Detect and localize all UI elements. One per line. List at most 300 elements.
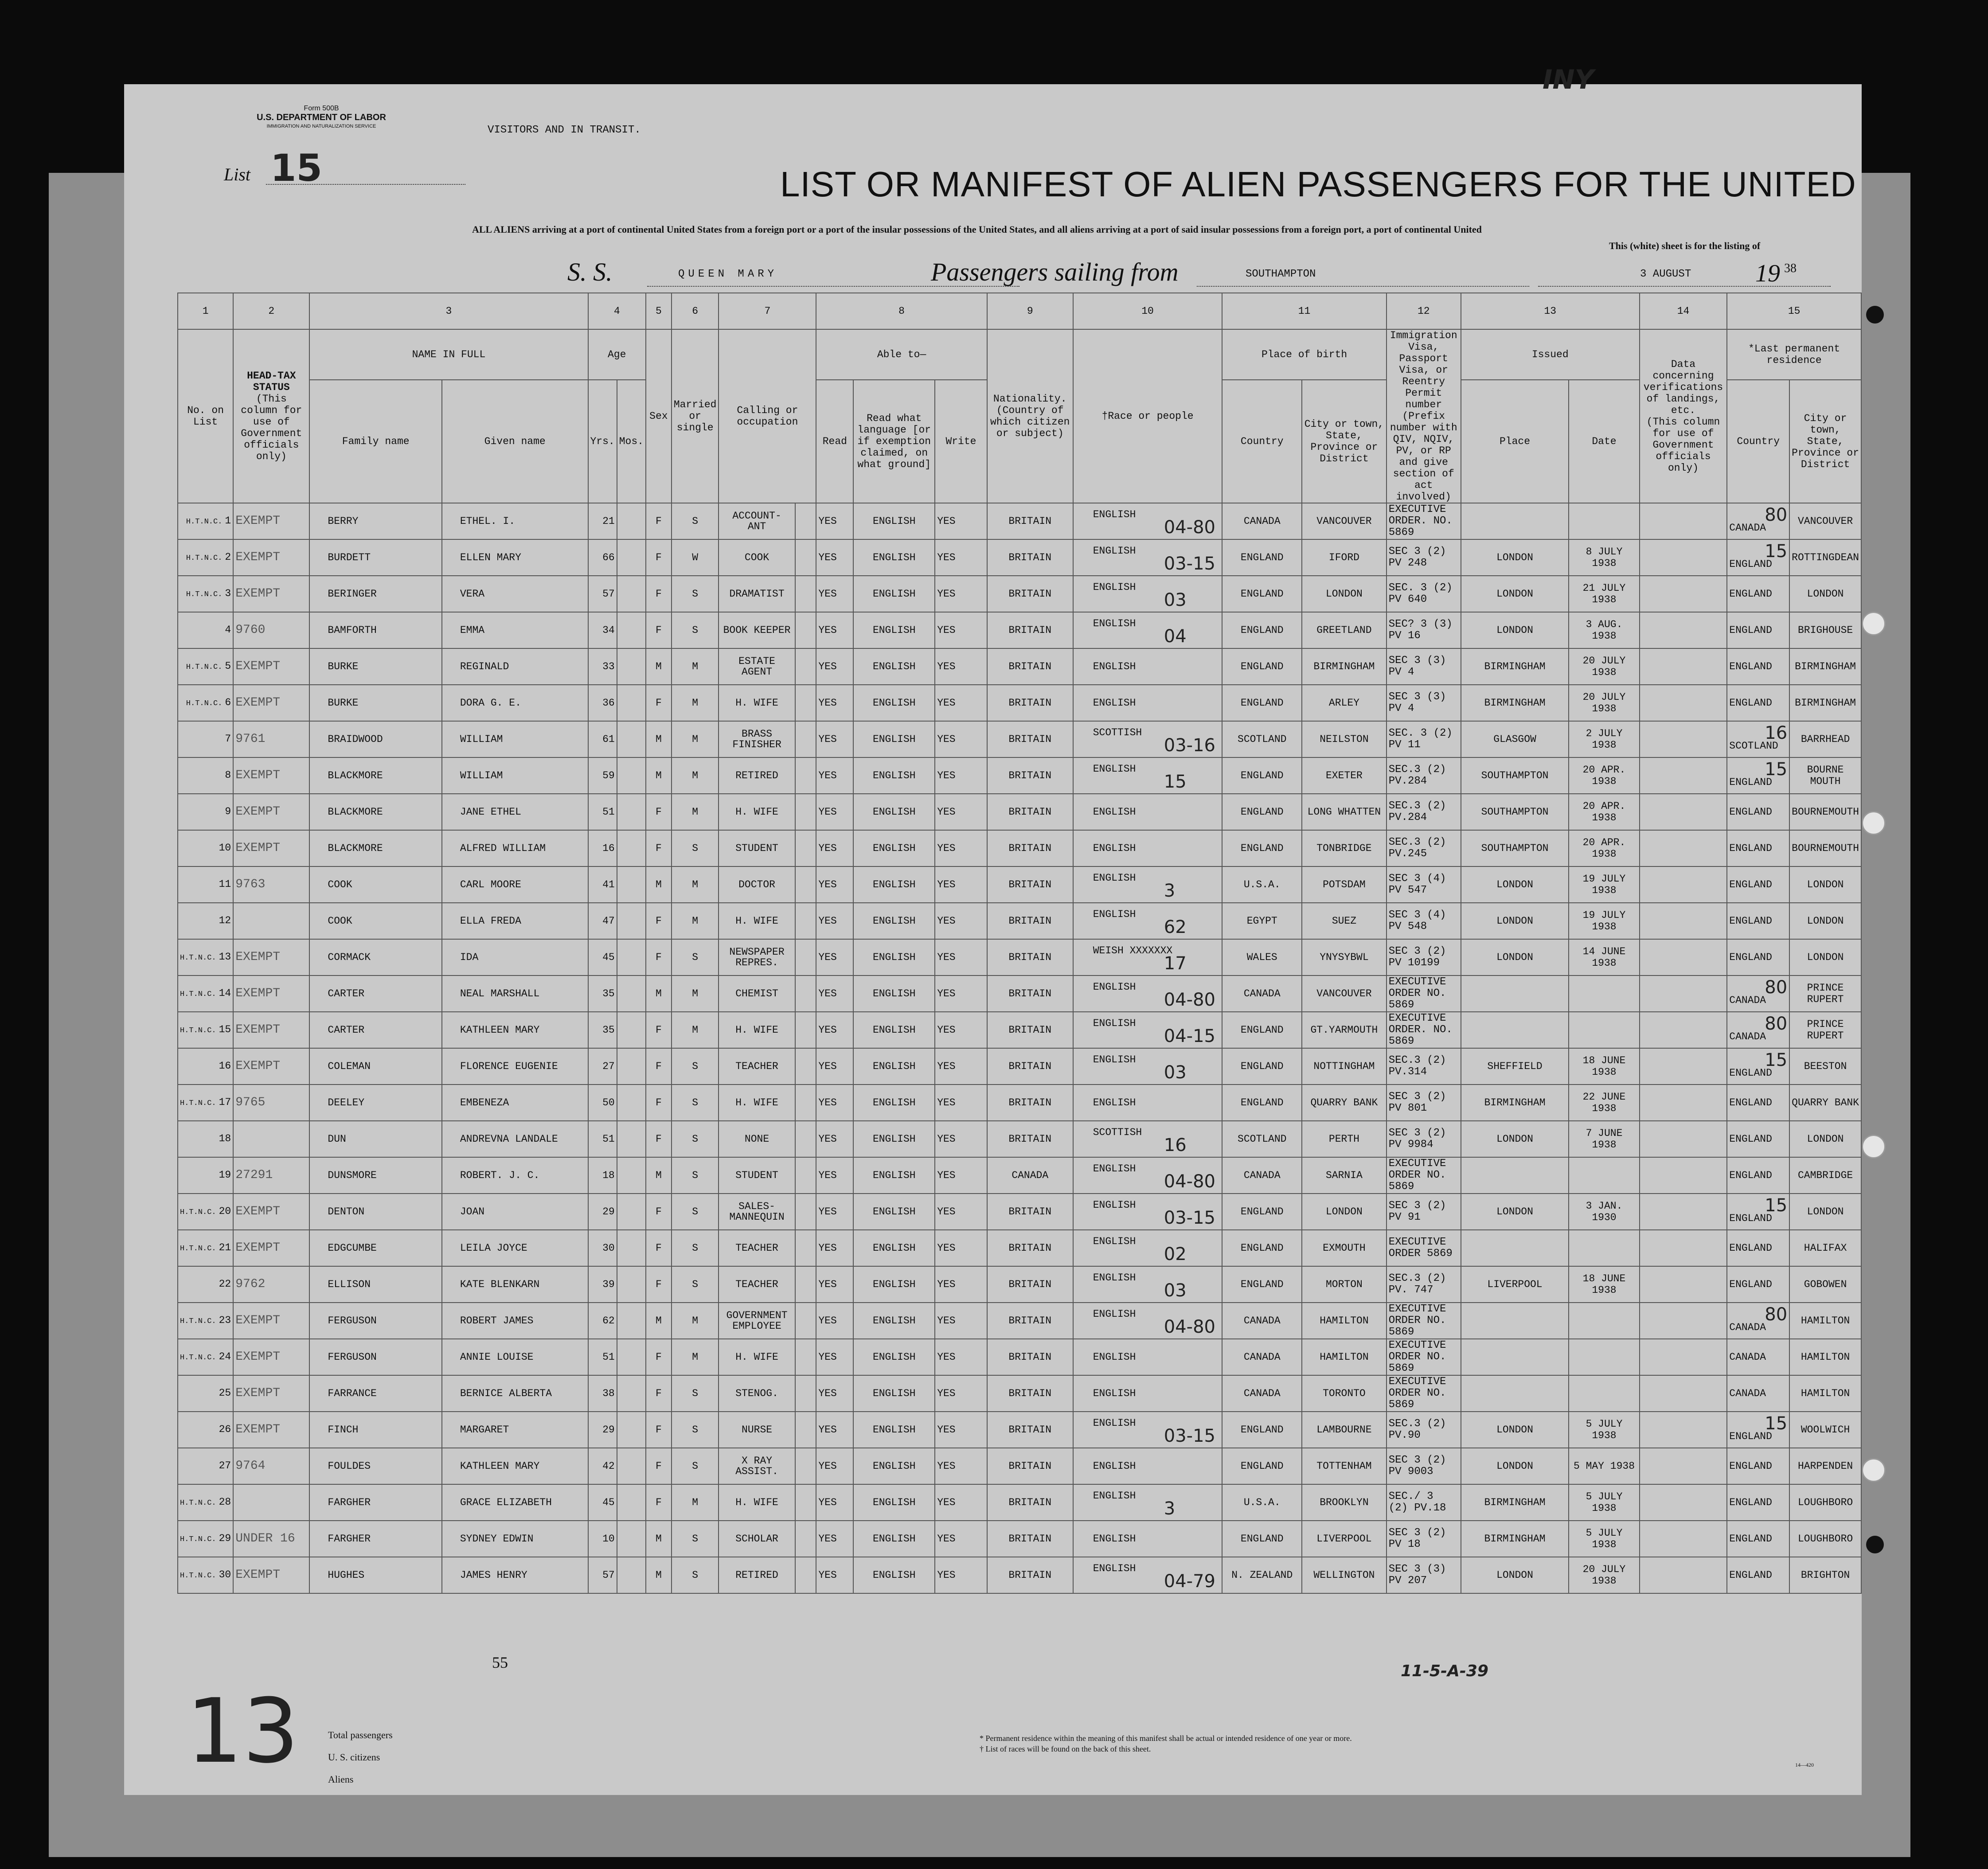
- row-number-cell: [178, 1339, 233, 1375]
- page-title: LIST OR MANIFEST OF ALIEN PASSENGERS FOR THE UNITED: [780, 164, 1856, 204]
- age-months: [617, 539, 646, 576]
- row-number: 24: [219, 1350, 231, 1362]
- col-number: 12: [1387, 293, 1461, 329]
- can-read: YES: [816, 1266, 853, 1303]
- row-number: 17: [219, 1096, 231, 1108]
- can-read: YES: [816, 1048, 853, 1085]
- given-name: ELLEN MARY: [442, 539, 588, 576]
- marital-status: M: [672, 794, 719, 830]
- race: ENGLISH: [1093, 545, 1136, 557]
- nationality: BRITAIN: [987, 866, 1073, 903]
- row-number-cell: [178, 1412, 233, 1448]
- issued-date: 5 JULY 1938: [1569, 1412, 1639, 1448]
- header-verif-title: Data concerning verifications of landings, etc.: [1643, 359, 1723, 416]
- nationality: BRITAIN: [987, 794, 1073, 830]
- issued-date: 5 JULY 1938: [1569, 1521, 1639, 1557]
- verification-data: [1640, 1157, 1727, 1194]
- header-issued-date: Date: [1569, 380, 1639, 503]
- residence-country-cell: [1727, 903, 1789, 939]
- age-months: [617, 1194, 646, 1230]
- family-name: BLACKMORE: [309, 830, 441, 866]
- handwritten-code: 3: [1164, 1498, 1176, 1519]
- head-tax-status: EXEMPT: [233, 1048, 309, 1085]
- nationality: BRITAIN: [987, 612, 1073, 648]
- row-number: 15: [219, 1023, 231, 1035]
- can-write: YES: [935, 1194, 987, 1230]
- verification-data: [1640, 1375, 1727, 1412]
- nationality: BRITAIN: [987, 757, 1073, 794]
- verification-data: [1640, 975, 1727, 1012]
- header-issued: Issued: [1461, 329, 1640, 380]
- residence-country: ENGLAND: [1729, 661, 1772, 672]
- row-mark: H.T.N.C.: [180, 1317, 216, 1326]
- table-row: [178, 903, 1861, 939]
- birth-city: BROOKLYN: [1302, 1484, 1387, 1521]
- issued-date: 20 APR. 1938: [1569, 794, 1639, 830]
- race: ENGLISH: [1093, 843, 1136, 854]
- age-years: 33: [588, 648, 617, 685]
- family-name: HUGHES: [309, 1557, 441, 1593]
- row-number: 4: [225, 624, 231, 636]
- residence-country-cell: [1727, 1157, 1789, 1194]
- occupation-aux: [795, 1339, 816, 1375]
- header-read: Read: [816, 380, 853, 503]
- race-cell: [1073, 830, 1222, 866]
- can-write: YES: [935, 1412, 987, 1448]
- header-headtax-title: HEAD-TAX STATUS: [247, 370, 296, 393]
- sex: F: [646, 903, 672, 939]
- occupation: NEWSPAPER REPRES.: [719, 939, 795, 975]
- race: WEISH XXXXXXX: [1093, 945, 1173, 956]
- sex: F: [646, 1121, 672, 1157]
- verification-data: [1640, 1230, 1727, 1266]
- head-tax-status: EXEMPT: [233, 757, 309, 794]
- race: ENGLISH: [1093, 618, 1136, 629]
- can-read: YES: [816, 1085, 853, 1121]
- birth-city: NOTTINGHAM: [1302, 1048, 1387, 1085]
- age-months: [617, 1557, 646, 1593]
- family-name: DENTON: [309, 1194, 441, 1230]
- age-months: [617, 903, 646, 939]
- residence-city: VANCOUVER: [1789, 503, 1861, 539]
- birth-country: ENGLAND: [1222, 612, 1302, 648]
- birth-country: N. ZEALAND: [1222, 1557, 1302, 1593]
- age-months: [617, 1375, 646, 1412]
- can-write: YES: [935, 1375, 987, 1412]
- issued-place: BIRMINGHAM: [1461, 1521, 1569, 1557]
- verification-data: [1640, 539, 1727, 576]
- marital-status: S: [672, 1448, 719, 1484]
- row-number: 27: [219, 1459, 231, 1471]
- residence-country-cell: [1727, 866, 1789, 903]
- column-number-row: [178, 293, 1861, 329]
- header-read-language: Read what language [or if exemption claimed, on what ground]: [853, 380, 935, 503]
- head-tax-status: EXEMPT: [233, 1303, 309, 1339]
- row-number-cell: [178, 1266, 233, 1303]
- nationality: BRITAIN: [987, 1048, 1073, 1085]
- sex: F: [646, 1375, 672, 1412]
- row-number-cell: [178, 1521, 233, 1557]
- birth-city: LONDON: [1302, 576, 1387, 612]
- row-mark: H.T.N.C.: [180, 1498, 216, 1507]
- occupation: X RAY ASSIST.: [719, 1448, 795, 1484]
- issued-place: BIRMINGHAM: [1461, 1085, 1569, 1121]
- port-underline: [1197, 286, 1529, 287]
- row-mark: H.T.N.C.: [186, 590, 223, 599]
- residence-country: ENGLAND: [1729, 624, 1772, 636]
- occupation-aux: [795, 1521, 816, 1557]
- family-name: BURKE: [309, 685, 441, 721]
- birth-city: TONBRIDGE: [1302, 830, 1387, 866]
- visa-number: EXECUTIVE ORDER NO. 5869: [1387, 1303, 1461, 1339]
- can-read: YES: [816, 1448, 853, 1484]
- header-headtax-note: (This column for use of Government officials only): [241, 393, 302, 462]
- table-row: [178, 1230, 1861, 1266]
- col-number: 6: [672, 293, 719, 329]
- form-code: 14—420: [1795, 1762, 1814, 1768]
- header-verif-note: (This column for use of Government officials only): [1646, 416, 1720, 474]
- handwritten-code: 04-79: [1164, 1571, 1215, 1592]
- can-read: YES: [816, 721, 853, 757]
- residence-city: LONDON: [1789, 1194, 1861, 1230]
- race: ENGLISH: [1093, 1460, 1136, 1472]
- table-row: [178, 612, 1861, 648]
- given-name: LEILA JOYCE: [442, 1230, 588, 1266]
- issued-date: [1569, 975, 1639, 1012]
- visa-number: SEC 3 (2) PV 9003: [1387, 1448, 1461, 1484]
- residence-country-cell: [1727, 1339, 1789, 1375]
- occupation-aux: [795, 648, 816, 685]
- residence-city: BRIGHTON: [1789, 1557, 1861, 1593]
- read-language: ENGLISH: [853, 1375, 935, 1412]
- residence-country-cell: [1727, 576, 1789, 612]
- can-write: YES: [935, 1121, 987, 1157]
- marital-status: M: [672, 975, 719, 1012]
- visa-number: EXECUTIVE ORDER. NO. 5869: [1387, 503, 1461, 539]
- race: ENGLISH: [1093, 1563, 1136, 1574]
- issued-place: [1461, 1230, 1569, 1266]
- occupation: NONE: [719, 1121, 795, 1157]
- family-name: CORMACK: [309, 939, 441, 975]
- read-language: ENGLISH: [853, 612, 935, 648]
- family-name: FERGUSON: [309, 1303, 441, 1339]
- can-read: YES: [816, 975, 853, 1012]
- can-read: YES: [816, 1230, 853, 1266]
- can-write: YES: [935, 1339, 987, 1375]
- head-tax-status: EXEMPT: [233, 1194, 309, 1230]
- handwritten-code: 03-15: [1164, 1426, 1215, 1446]
- header-issued-place: Place: [1461, 380, 1569, 503]
- marital-status: S: [672, 1121, 719, 1157]
- marital-status: S: [672, 503, 719, 539]
- header-able: Able to—: [816, 329, 987, 380]
- residence-city: HAMILTON: [1789, 1375, 1861, 1412]
- sailing-date: 3 AUGUST: [1640, 268, 1691, 280]
- handwritten-code: 03-15: [1164, 1208, 1215, 1228]
- verification-data: [1640, 612, 1727, 648]
- given-name: EMBENEZA: [442, 1085, 588, 1121]
- race: ENGLISH: [1093, 1097, 1136, 1108]
- age-years: 62: [588, 1303, 617, 1339]
- head-tax-status: EXEMPT: [233, 1412, 309, 1448]
- given-name: JOAN: [442, 1194, 588, 1230]
- occupation: H. WIFE: [719, 1012, 795, 1048]
- sex: M: [646, 1521, 672, 1557]
- can-write: YES: [935, 757, 987, 794]
- issued-date: 5 JULY 1938: [1569, 1484, 1639, 1521]
- residence-city: LONDON: [1789, 903, 1861, 939]
- verification-data: [1640, 648, 1727, 685]
- row-number-cell: [178, 685, 233, 721]
- residence-country-cell: [1727, 1012, 1789, 1048]
- residence-country: CANADA: [1729, 995, 1766, 1006]
- can-write: YES: [935, 1012, 987, 1048]
- occupation-aux: [795, 721, 816, 757]
- occupation: RETIRED: [719, 1557, 795, 1593]
- residence-country: ENGLAND: [1729, 1067, 1772, 1079]
- read-language: ENGLISH: [853, 1194, 935, 1230]
- age-years: 34: [588, 612, 617, 648]
- given-name: SYDNEY EDWIN: [442, 1521, 588, 1557]
- race: ENGLISH: [1093, 909, 1136, 920]
- occupation: COOK: [719, 539, 795, 576]
- service: IMMIGRATION AND NATURALIZATION SERVICE: [266, 124, 376, 129]
- read-language: ENGLISH: [853, 1012, 935, 1048]
- year-prefix: 19: [1755, 260, 1780, 287]
- residence-city: BOURNEMOUTH: [1789, 830, 1861, 866]
- age-years: 45: [588, 1484, 617, 1521]
- marital-status: M: [672, 648, 719, 685]
- residence-country-cell: [1727, 757, 1789, 794]
- col-number: 3: [309, 293, 588, 329]
- residence-country: ENGLAND: [1729, 879, 1772, 890]
- birth-city: TORONTO: [1302, 1375, 1387, 1412]
- birth-country: ENGLAND: [1222, 1194, 1302, 1230]
- head-tax-status: [233, 1484, 309, 1521]
- can-read: YES: [816, 866, 853, 903]
- given-name: IDA: [442, 939, 588, 975]
- birth-city: SUEZ: [1302, 903, 1387, 939]
- marital-status: S: [672, 576, 719, 612]
- race-cell: [1073, 1521, 1222, 1557]
- verification-data: [1640, 721, 1727, 757]
- race: ENGLISH: [1093, 1272, 1136, 1284]
- family-name: COLEMAN: [309, 1048, 441, 1085]
- sex: F: [646, 830, 672, 866]
- residence-city: BIRMINGHAM: [1789, 685, 1861, 721]
- issued-date: 19 JULY 1938: [1569, 866, 1639, 903]
- age-months: [617, 1484, 646, 1521]
- read-language: ENGLISH: [853, 721, 935, 757]
- age-months: [617, 757, 646, 794]
- race: ENGLISH: [1093, 872, 1136, 884]
- residence-country: CANADA: [1729, 1388, 1766, 1399]
- sex: F: [646, 1194, 672, 1230]
- race-cell: [1073, 1085, 1222, 1121]
- row-mark: H.T.N.C.: [186, 699, 223, 708]
- sex: F: [646, 1085, 672, 1121]
- age-months: [617, 1303, 646, 1339]
- residence-country-cell: [1727, 1412, 1789, 1448]
- row-number-cell: [178, 975, 233, 1012]
- given-name: EMMA: [442, 612, 588, 648]
- age-months: [617, 721, 646, 757]
- occupation-aux: [795, 1157, 816, 1194]
- residence-country-cell: [1727, 539, 1789, 576]
- head-tax-status: EXEMPT: [233, 1557, 309, 1593]
- marital-status: S: [672, 1557, 719, 1593]
- residence-city: HAMILTON: [1789, 1339, 1861, 1375]
- residence-city: PRINCE RUPERT: [1789, 975, 1861, 1012]
- residence-city: LONDON: [1789, 939, 1861, 975]
- race-cell: [1073, 975, 1222, 1012]
- residence-city: BOURNE MOUTH: [1789, 757, 1861, 794]
- race: ENGLISH: [1093, 1388, 1136, 1399]
- age-years: 41: [588, 866, 617, 903]
- read-language: ENGLISH: [853, 1303, 935, 1339]
- residence-city: LONDON: [1789, 866, 1861, 903]
- header-residence: *Last permanent residence: [1727, 329, 1861, 380]
- can-write: YES: [935, 1048, 987, 1085]
- marital-status: S: [672, 830, 719, 866]
- verification-data: [1640, 1557, 1727, 1593]
- can-read: YES: [816, 1521, 853, 1557]
- birth-country: CANADA: [1222, 1339, 1302, 1375]
- residence-city: LOUGHBORO: [1789, 1484, 1861, 1521]
- can-read: YES: [816, 1012, 853, 1048]
- verification-data: [1640, 503, 1727, 539]
- row-number: 25: [219, 1387, 231, 1399]
- birth-country: EGYPT: [1222, 903, 1302, 939]
- residence-country-cell: [1727, 1085, 1789, 1121]
- occupation: ESTATE AGENT: [719, 648, 795, 685]
- age-years: 51: [588, 1339, 617, 1375]
- header-residence-city: City or town, State, Province or District: [1789, 380, 1861, 503]
- header-write: Write: [935, 380, 987, 503]
- race-cell: [1073, 685, 1222, 721]
- department: U.S. DEPARTMENT OF LABOR: [257, 113, 386, 122]
- head-tax-status: [233, 1121, 309, 1157]
- row-number-cell: [178, 1194, 233, 1230]
- can-read: YES: [816, 612, 853, 648]
- head-tax-status: 9762: [233, 1266, 309, 1303]
- given-name: ROBERT. J. C.: [442, 1157, 588, 1194]
- occupation: H. WIFE: [719, 794, 795, 830]
- can-read: YES: [816, 830, 853, 866]
- occupation: STENOG.: [719, 1375, 795, 1412]
- occupation-aux: [795, 1121, 816, 1157]
- birth-city: NEILSTON: [1302, 721, 1387, 757]
- visa-number: SEC 3 (2) PV 91: [1387, 1194, 1461, 1230]
- issued-place: BIRMINGHAM: [1461, 685, 1569, 721]
- header-visa-title: Immigration Visa, Passport Visa, or Reentry Permit number: [1390, 330, 1457, 410]
- occupation-aux: [795, 1375, 816, 1412]
- birth-country: ENGLAND: [1222, 1230, 1302, 1266]
- marital-status: S: [672, 1048, 719, 1085]
- read-language: ENGLISH: [853, 1230, 935, 1266]
- age-months: [617, 1157, 646, 1194]
- table-row: [178, 1048, 1861, 1085]
- age-years: 29: [588, 1194, 617, 1230]
- visa-number: EXECUTIVE ORDER NO. 5869: [1387, 975, 1461, 1012]
- row-number: 11: [219, 878, 231, 890]
- visa-number: SEC. 3 (2) PV 11: [1387, 721, 1461, 757]
- age-months: [617, 830, 646, 866]
- marital-status: S: [672, 612, 719, 648]
- marital-status: S: [672, 939, 719, 975]
- residence-city: GOBOWEN: [1789, 1266, 1861, 1303]
- residence-country: ENGLAND: [1729, 952, 1772, 963]
- issued-place: [1461, 503, 1569, 539]
- issued-place: BIRMINGHAM: [1461, 648, 1569, 685]
- race-cell: [1073, 1339, 1222, 1375]
- verification-data: [1640, 1194, 1727, 1230]
- head-tax-status: EXEMPT: [233, 1339, 309, 1375]
- residence-country-cell: [1727, 721, 1789, 757]
- age-years: 50: [588, 1085, 617, 1121]
- occupation-aux: [795, 685, 816, 721]
- can-write: YES: [935, 975, 987, 1012]
- age-years: 27: [588, 1048, 617, 1085]
- residence-country-cell: [1727, 685, 1789, 721]
- col-number: 7: [719, 293, 816, 329]
- row-mark: H.T.N.C.: [180, 1535, 216, 1544]
- read-language: ENGLISH: [853, 757, 935, 794]
- family-name: BERINGER: [309, 576, 441, 612]
- age-years: 47: [588, 903, 617, 939]
- race-cell: [1073, 1266, 1222, 1303]
- sex: F: [646, 1048, 672, 1085]
- age-months: [617, 1339, 646, 1375]
- residence-city: QUARRY BANK: [1789, 1085, 1861, 1121]
- row-number: 9: [225, 805, 231, 817]
- nationality: BRITAIN: [987, 539, 1073, 576]
- birth-country: CANADA: [1222, 1375, 1302, 1412]
- row-number: 10: [219, 842, 231, 854]
- verification-data: [1640, 1303, 1727, 1339]
- header-nationality: Nationality. (Country of which citizen or subject): [987, 329, 1073, 503]
- issued-date: 19 JULY 1938: [1569, 903, 1639, 939]
- row-mark: H.T.N.C.: [186, 554, 223, 562]
- race-cell: [1073, 1303, 1222, 1339]
- given-name: WILLIAM: [442, 721, 588, 757]
- table-row: [178, 1375, 1861, 1412]
- issued-date: 8 JULY 1938: [1569, 539, 1639, 576]
- birth-country: ENGLAND: [1222, 539, 1302, 576]
- issued-place: [1461, 1375, 1569, 1412]
- family-name: BAMFORTH: [309, 612, 441, 648]
- row-mark: H.T.N.C.: [180, 953, 216, 962]
- occupation-aux: [795, 503, 816, 539]
- issued-date: 18 JUNE 1938: [1569, 1048, 1639, 1085]
- given-name: KATHLEEN MARY: [442, 1012, 588, 1048]
- can-write: YES: [935, 1230, 987, 1266]
- visa-number: SEC 3 (3) PV 207: [1387, 1557, 1461, 1593]
- nationality: BRITAIN: [987, 1194, 1073, 1230]
- given-name: MARGARET: [442, 1412, 588, 1448]
- age-years: 16: [588, 830, 617, 866]
- birth-country: ENGLAND: [1222, 648, 1302, 685]
- race-cell: [1073, 1375, 1222, 1412]
- table-row: [178, 1412, 1861, 1448]
- residence-country-cell: [1727, 1230, 1789, 1266]
- birth-city: MORTON: [1302, 1266, 1387, 1303]
- handwritten-code: 03-16: [1164, 735, 1215, 756]
- can-read: YES: [816, 1557, 853, 1593]
- handwritten-residence-code: 15: [1765, 1195, 1788, 1216]
- punch-hole: [1862, 612, 1886, 636]
- race-cell: [1073, 1194, 1222, 1230]
